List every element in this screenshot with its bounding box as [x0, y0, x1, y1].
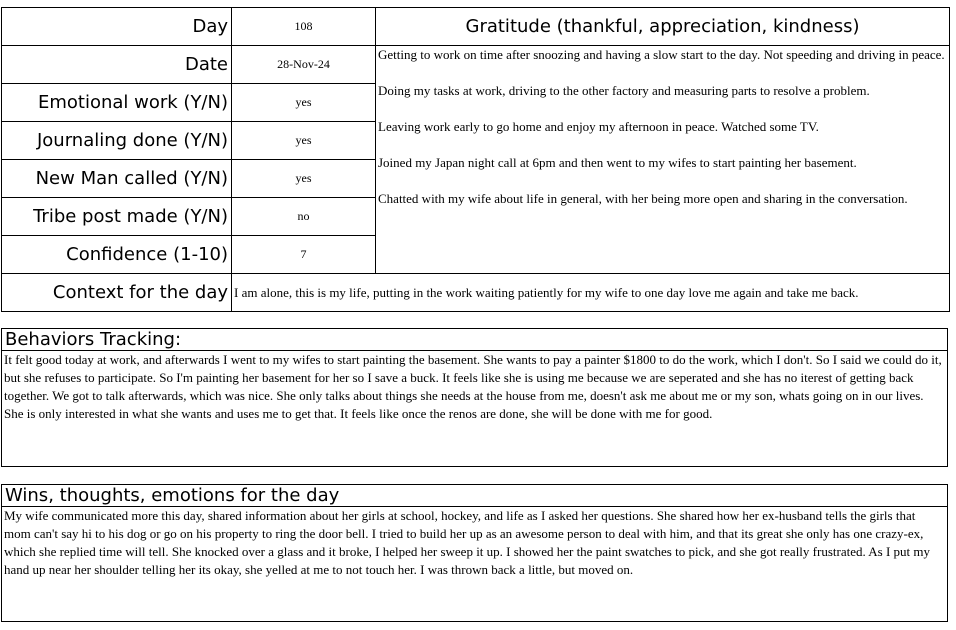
- confidence-value[interactable]: 7: [232, 236, 376, 274]
- context-value[interactable]: I am alone, this is my life, putting in the work waiting patiently for my wife to one day love me again and take me back.: [232, 274, 950, 312]
- tribe-post-value[interactable]: no: [232, 198, 376, 236]
- gratitude-item-1: Getting to work on time after snoozing and having a slow start to the day. Not speeding and driving in peace.: [378, 47, 945, 62]
- new-man-called-value[interactable]: yes: [232, 160, 376, 198]
- table-row: [2, 274, 950, 312]
- day-value[interactable]: 108: [232, 8, 376, 46]
- behaviors-title[interactable]: Behaviors Tracking:: [2, 329, 947, 351]
- tribe-post-label[interactable]: Tribe post made (Y/N): [2, 198, 232, 236]
- context-label[interactable]: Context for the day: [2, 274, 232, 312]
- emotional-work-label[interactable]: Emotional work (Y/N): [2, 84, 232, 122]
- emotional-work-value[interactable]: yes: [232, 84, 376, 122]
- day-label[interactable]: Day: [2, 8, 232, 46]
- gratitude-title[interactable]: Gratitude (thankful, appreciation, kindness): [376, 8, 950, 46]
- gratitude-item-4: Joined my Japan night call at 6pm and then went to my wifes to start painting her basement.: [378, 155, 857, 170]
- gratitude-item-5: Chatted with my wife about life in general, with her being more open and sharing in the conversation.: [378, 191, 908, 206]
- date-value[interactable]: 28-Nov-24: [232, 46, 376, 84]
- date-label[interactable]: Date: [2, 46, 232, 84]
- gratitude-list[interactable]: [376, 46, 950, 274]
- new-man-called-label[interactable]: New Man called (Y/N): [2, 160, 232, 198]
- table-row: [2, 46, 950, 84]
- wins-section: [1, 484, 948, 622]
- journaling-label[interactable]: Journaling done (Y/N): [2, 122, 232, 160]
- gratitude-item-3: Leaving work early to go home and enjoy my afternoon in peace. Watched some TV.: [378, 119, 819, 134]
- table-row: [2, 8, 950, 46]
- wins-text[interactable]: My wife communicated more this day, shared information about her girls at school, hockey, and life as I asked her questions. She shared how her ex-husband tells the girls that mom can't say hi to his dog or go on his property to ring the door bell. I tried to build her up as an awesome person to deal with him, and that its great she only has one crazy-ex, which she replied time will tell. She knocked over a glass and it broke, I helped her sweep it up. I showed her the paint swatches to pick, and she got really frustrated. As I put my hand up near her shoulder telling her its okay, she yelled at me to not touch her. I was thrown back a little, but moved on.: [4, 508, 931, 577]
- gratitude-item-2: Doing my tasks at work, driving to the other factory and measuring parts to resolve a problem.: [378, 83, 870, 98]
- confidence-label[interactable]: Confidence (1-10): [2, 236, 232, 274]
- behaviors-section: [1, 328, 948, 467]
- daily-log-table: [1, 7, 950, 312]
- journaling-value[interactable]: yes: [232, 122, 376, 160]
- wins-title[interactable]: Wins, thoughts, emotions for the day: [2, 485, 947, 507]
- behaviors-text[interactable]: It felt good today at work, and afterwards I went to my wifes to start painting the basement. She wants to pay a painter $1800 to do the work, which I don't. So I said we could do it, but she refuses to participate. So I'm painting her basement for her so I save a buck. It feels like she is using me because we are seperated and she has no iterest of getting back together. We got to talk afterwards, which was nice. She only talks about things she needs at the house from me, doesn't ask me about me or my son, whats going on in our lives. She is only interested in what she wants and uses me to get that. It feels like once the renos are done, she will be done with me for good.: [4, 352, 942, 421]
